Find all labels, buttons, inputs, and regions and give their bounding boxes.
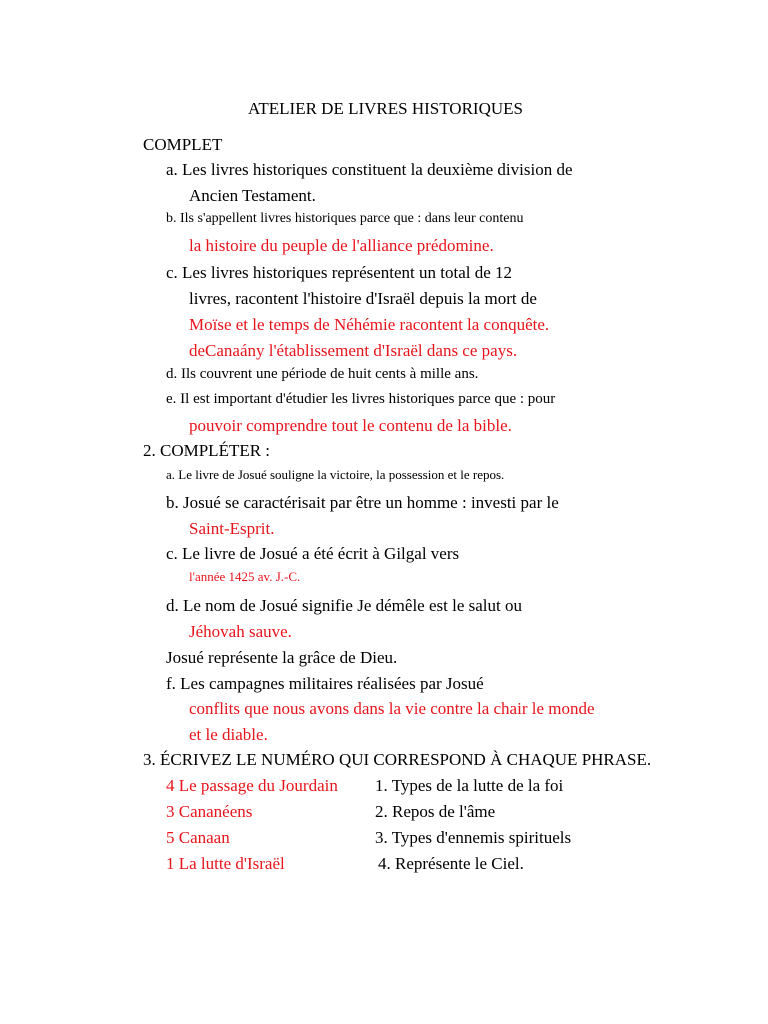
- s1-item-d-line1: d. Ils couvrent une période de huit cents à mille ans.: [166, 366, 479, 382]
- s2-item-c-answer: l'année 1425 av. J.-C.: [189, 569, 301, 584]
- section-3-heading: 3. ÉCRIVEZ LE NUMÉRO QUI CORRESPOND À CHAQUE PHRASE.: [143, 750, 652, 769]
- s1-item-e-line1: e. Il est important d'étudier les livres historiques parce que : pour: [166, 391, 556, 407]
- s2-item-f-answer2: et le diable.: [189, 725, 268, 744]
- document-title: ATELIER DE LIVRES HISTORIQUES: [248, 99, 523, 118]
- s1-item-b-line1: b. Ils s'appellent livres historiques parce que : dans leur contenu: [166, 211, 524, 226]
- s2-item-b-answer: Saint-Esprit.: [189, 519, 275, 538]
- s3-row-4-left: 1 La lutte d'Israël: [166, 854, 285, 873]
- s3-row-1-right: 1. Types de la lutte de la foi: [375, 776, 564, 795]
- s3-row-4-right: 4. Représente le Ciel.: [378, 854, 524, 873]
- s1-item-c-answer1: Moïse et le temps de Néhémie racontent la conquête.: [189, 315, 550, 334]
- s1-item-c-line1: c. Les livres historiques représentent un total de 12: [166, 263, 513, 282]
- section-2-heading: 2. COMPLÉTER :: [143, 441, 271, 460]
- s1-item-c-answer2: deCanaány l'établissement d'Israël dans ce pays.: [189, 341, 518, 360]
- s1-item-b-answer: la histoire du peuple de l'alliance prédomine.: [189, 236, 494, 255]
- s3-row-2-right: 2. Repos de l'âme: [375, 802, 496, 821]
- s2-item-f-answer1: conflits que nous avons dans la vie contre la chair le monde: [189, 699, 595, 718]
- s2-item-b-line1: b. Josué se caractérisait par être un homme : investi par le: [166, 493, 559, 512]
- s1-item-e-answer: pouvoir comprendre tout le contenu de la bible.: [189, 416, 512, 435]
- s3-row-2-left: 3 Cananéens: [166, 802, 253, 821]
- s2-item-f-line1: f. Les campagnes militaires réalisées par Josué: [166, 674, 484, 693]
- s3-row-3-left: 5 Canaan: [166, 828, 230, 847]
- s1-item-a-line1: a. Les livres historiques constituent la deuxième division de: [166, 160, 573, 179]
- s2-item-d-answer: Jéhovah sauve.: [189, 622, 292, 641]
- s2-item-e-line1: Josué représente la grâce de Dieu.: [166, 648, 398, 667]
- s2-item-d-line1: d. Le nom de Josué signifie Je démêle est le salut ou: [166, 596, 522, 615]
- section-1-heading: COMPLET: [143, 135, 223, 154]
- s1-item-c-line2: livres, racontent l'histoire d'Israël depuis la mort de: [189, 289, 537, 308]
- s1-item-a-line2: Ancien Testament.: [189, 186, 316, 205]
- s2-item-a-line1: a. Le livre de Josué souligne la victoire, la possession et le repos.: [166, 467, 505, 482]
- s3-row-3-right: 3. Types d'ennemis spirituels: [375, 828, 572, 847]
- s2-item-c-line1: c. Le livre de Josué a été écrit à Gilgal vers: [166, 544, 460, 563]
- s3-row-1-left: 4 Le passage du Jourdain: [166, 776, 338, 795]
